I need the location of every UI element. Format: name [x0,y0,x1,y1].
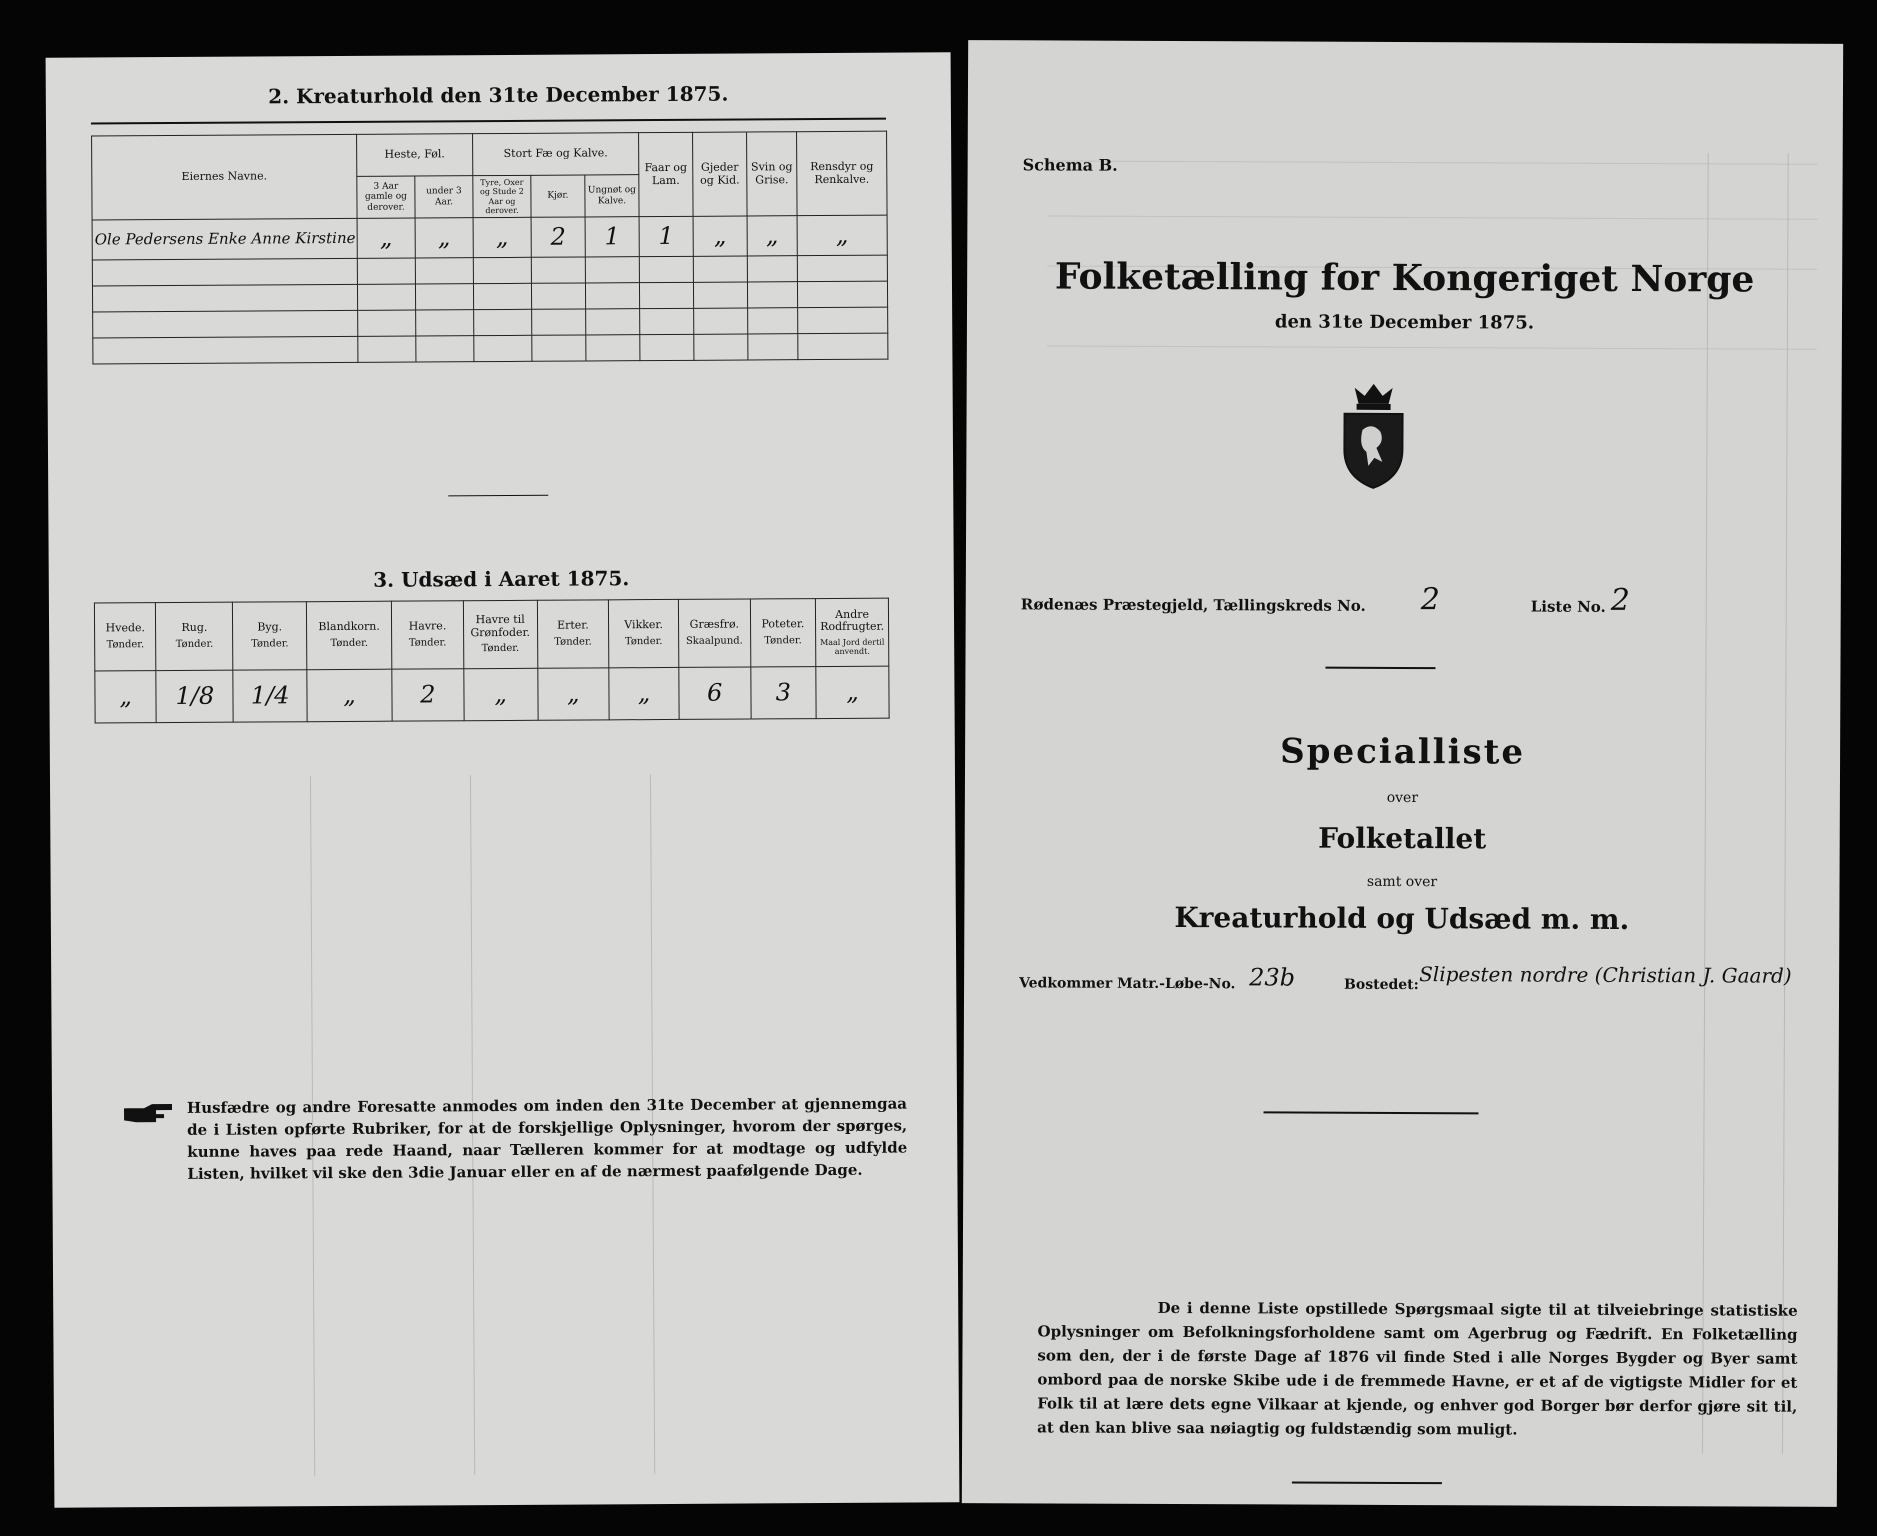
tellingskreds-no: 2 [1420,582,1440,618]
seed-unit: Tønder. [175,638,214,651]
intro-paragraph: De i denne Liste opstillede Spørgsmaal sigte til at tilveiebringe statistiske Oplysninger om Befolkningsforholdene samt om Agerbrug og Fædrift. En Folketælling som den, der i de første Dage af 1876 vil finde Sted i alle Norges Bygder og Byer samt ombord paa de norske Skibe ude i de fremmede Havne, er et af de vigtigste Midler for et Folk til at lære dets egne Vilkaar at kjende, og enhver god Borger bør derfor gjøre sit til, at den kan blive saa nøiagtig og fuldstændig som muligt. [1037,1298,1798,1439]
seed-value: 1/4 [233,670,307,722]
seed-value: 1/8 [156,670,233,722]
cell-pigs: „ [747,216,797,256]
header-owner: Eiernes Navne. [92,134,358,220]
cell-goats: „ [693,216,747,256]
seed-unit: Tønder. [408,637,447,649]
seed-table [94,598,890,724]
header-cattle-young: Ungnøt og Kalve. [585,175,639,217]
ruled-line [1047,345,1817,349]
seed-unit: Tønder. [624,636,663,648]
seed-crop-name: Havre til Grønfoder. [470,612,531,639]
seed-value: 3 [750,667,816,719]
specialliste-title: Specialliste [1280,731,1526,773]
ruled-line [1047,215,1817,219]
header-cattle-bulls: Tyre, Oxer og Stude 2 Aar og derover. [473,175,531,217]
cell-reindeer: „ [797,215,887,256]
seed-crop-name: Rug. [181,621,208,635]
seed-value: „ [95,671,157,723]
seed-header-cell [306,601,391,670]
seed-header-cell [463,600,537,668]
cell-cattle-young: 1 [585,217,639,257]
cell-sheep: 1 [639,216,693,256]
divider-short [448,495,548,497]
seed-header-cell [816,598,889,666]
header-cattle-cows: Kjør. [531,175,585,217]
seed-header-cell [94,603,156,671]
seed-unit: Tønder. [554,636,592,648]
liste-label: Liste No. [1530,597,1606,616]
owner-name: Ole Pedersens Enke Anne Kirstine [92,218,357,260]
section2-top-rule [91,118,886,125]
seed-value: „ [537,668,609,720]
seed-crop-name: Erter. [557,618,589,633]
over-text: over [1386,789,1419,807]
section2-title: 2. Kreaturhold den 31te December 1875. [268,81,729,109]
header-cattle: Stort Fæ og Kalve. [473,133,639,176]
header-horses: Heste, Føl. [357,134,473,177]
seed-crop-name: Blandkorn. [318,620,380,634]
table-row [95,666,889,723]
seed-unit: Tønder. [764,635,802,647]
right-page [962,40,1843,1507]
seed-crop-name: Poteter. [761,617,805,631]
header-horses-old: 3 Aar gamle og derover. [357,176,415,218]
samt-over-text: samt over [1366,873,1438,891]
header-reindeer: Rensdyr og Renkalve. [797,131,888,216]
seed-crop-name: Græsfrø. [689,617,739,632]
divider-short [1292,1482,1442,1485]
seed-crop-name: Vikker. [624,618,663,632]
seed-header-cell [750,599,816,667]
seed-header-cell [156,602,233,670]
notice-text: Husfædre og andre Foresatte anmodes om inden den 31te December at gjennemgaa de i Listen opførte Rubriker, for at de forskjellige Oplysninger, hvorom der spørges, kunne haves paa rede Haand, naar Tælleren kommer for at modtage og udfylde Listen, hvilket vil ske den 3die Januar eller en af de nærmest paafølgende Dage. [186,1094,908,1183]
seed-crop-name: Hvede. [105,621,146,635]
seed-header-cell [609,599,679,667]
seed-header-row [94,598,888,671]
seed-unit: Skaalpund. [685,635,743,647]
table-row [92,215,887,260]
cell-horses-young: „ [415,218,473,258]
census-title: Folketælling for Kongeriget Norge [1054,255,1755,301]
seed-crop-name: Havre. [408,619,447,633]
seed-value: 6 [679,667,751,719]
cell-horses-old: „ [357,218,415,258]
cell-cattle-bulls: „ [473,217,531,257]
schema-label: Schema B. [1022,155,1118,175]
coat-of-arms-icon [1336,382,1410,492]
header-sheep: Faar og Lam. [639,132,694,216]
seed-header-cell [537,600,609,668]
seed-unit: Tønder. [330,637,369,650]
left-page [46,52,960,1508]
divider-medium [1264,1111,1479,1114]
seed-header-cell [678,599,750,667]
liste-no: 2 [1610,582,1630,618]
header-goats: Gjeder og Kid. [693,132,748,216]
header-pigs: Svin og Grise. [747,132,798,216]
pointing-hand-icon [122,1102,174,1124]
seed-value: „ [307,669,392,722]
bostedet-value: Slipesten nordre (Christian J. Gaard) [1419,962,1792,988]
seed-header-cell [233,602,307,670]
parish-label: Rødenæs Præstegjeld, Tællingskreds No. [1020,595,1366,615]
folketallet-title: Folketallet [1318,821,1487,856]
ruled-line [1048,160,1818,164]
seed-unit: Maal Jord dertil anvendt. [820,637,885,657]
seed-crop-name: Byg. [257,620,283,634]
seed-unit: Tønder. [481,643,520,655]
header-horses-young: under 3 Aar. [415,176,473,218]
seed-header-cell [391,601,463,669]
seed-value: „ [609,667,679,719]
matr-label: Vedkommer Matr.-Løbe-No. [1019,975,1236,993]
seed-crop-name: Andre Rodfrugter. [820,607,885,634]
seed-value: „ [816,666,889,718]
census-date: den 31te December 1875. [1274,311,1535,334]
section3-title: 3. Udsæd i Aaret 1875. [373,566,630,592]
kreaturhold-title: Kreaturhold og Udsæd m. m. [1174,901,1630,936]
table-row [93,333,888,364]
seed-value: 2 [392,669,464,721]
cell-cattle-cows: 2 [531,217,585,257]
divider-short [1325,667,1435,669]
livestock-table [91,131,888,365]
matr-no: 23b [1249,963,1296,992]
seed-value: „ [464,668,538,720]
seed-unit: Tønder. [106,639,145,651]
seed-unit: Tønder. [251,638,289,650]
bostedet-label: Bostedet: [1344,976,1419,994]
